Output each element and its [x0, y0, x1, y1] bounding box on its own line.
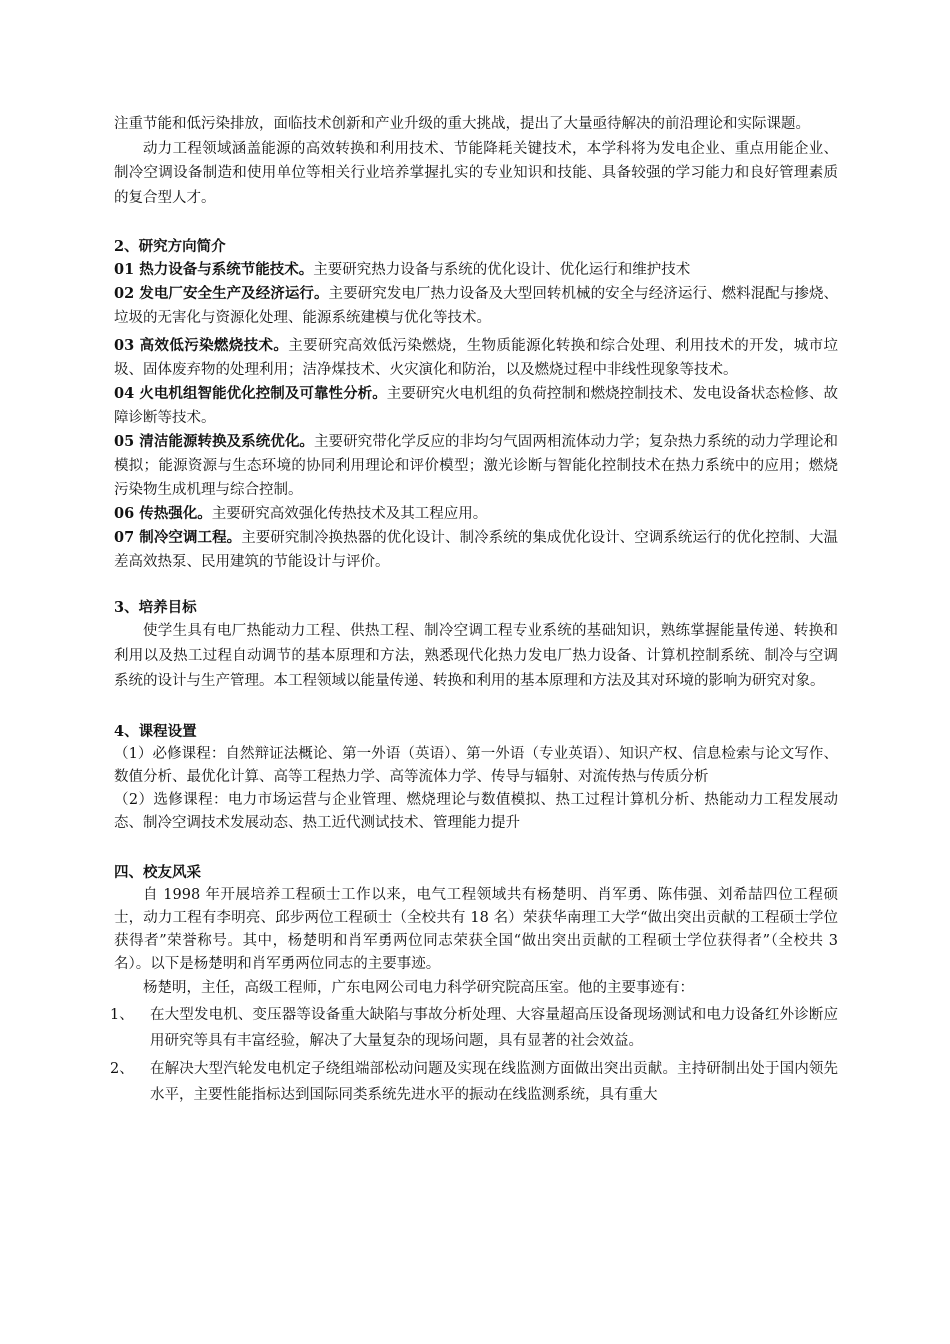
direction-06	[114, 502, 838, 526]
section-3-text: 使学生具有电厂热能动力工程、供热工程、制冷空调工程专业系统的基础知识，熟练掌握能量传递、转换和利用以及热工过程自动调节的基本原理和方法，熟悉现代化热力发电厂热力设备、计算机控制系统、制冷与空调系统的设计与生产管理。本工程领域以能量传递、转换和利用的基本原理和方法及其对环境的影响为研究对象。	[114, 623, 838, 689]
direction-02	[114, 282, 838, 330]
direction-04-title: 04 火电机组智能优化控制及可靠性分析。	[114, 385, 387, 402]
document-page	[110, 112, 839, 1108]
alumni-paragraph-1: 自 1998 年开展培养工程硕士工作以来，电气工程领域共有杨楚明、肖军勇、陈伟强、刘希喆四位工程硕士，动力工程有李明亮、邱步两位工程硕士（全校共有 18 名）荣获华南理工大学“做出突出贡献的工程硕士学位获得者”荣誉称号。其中，杨楚明和肖军勇两位同志荣获全国“做出突出贡献的工程硕士学位获得者”（全校共 3 名）。以下是杨楚明和肖军勇两位同志的主要事迹。	[114, 887, 838, 972]
direction-02-text: 主要研究发电厂热力设备及大型回转机械的安全与经济运行、燃料混配与掺烧、垃圾的无害化与资源化处理、能源系统建模与优化等技术。	[114, 286, 839, 326]
section-4-heading: 4、课程设置	[114, 723, 197, 740]
direction-02-title: 02 发电厂安全生产及经济运行。	[114, 285, 329, 302]
direction-04	[114, 382, 838, 430]
direction-07-text: 主要研究制冷换热器的优化设计、制冷系统的集成优化设计、空调系统运行的优化控制、大温差高效热泵、民用建筑的节能设计与评价。	[114, 530, 838, 570]
direction-03-text: 主要研究高效低污染燃烧，生物质能源化转换和综合处理、利用技术的开发，城市垃圾、固体废弃物的处理利用；洁净煤技术、火灾演化和防治，以及燃烧过程中非线性现象等技术。	[114, 338, 839, 378]
intro-paragraph-2: 动力工程领域涵盖能源的高效转换和利用技术、节能降耗关键技术，本学科将为发电企业、重点用能企业、制冷空调设备制造和使用单位等相关行业培养掌握扎实的专业知识和技能、具备较强的学习能力和良好管理素质的复合型人才。	[114, 140, 838, 206]
direction-03	[114, 334, 838, 382]
direction-05-title: 05 清洁能源转换及系统优化。	[114, 433, 314, 450]
list-item-2-text: 在解决大型汽轮发电机定子绕组端部松动问题及实现在线监测方面做出突出贡献。主持研制出处于国内领先水平，主要性能指标达到国际同类系统先进水平的振动在线监测系统，具有重大	[150, 1061, 838, 1103]
required-courses: （1）必修课程：自然辩证法概论、第一外语（英语）、第一外语（专业英语）、知识产权、信息检索与论文写作、数值分析、最优化计算、高等工程热力学、高等流体力学、传导与辐射、对流传热与传质分析	[114, 746, 838, 785]
section-3-heading: 3、培养目标	[114, 599, 197, 616]
list-item-1-number: 1、	[110, 1007, 134, 1023]
direction-01-title: 01 热力设备与系统节能技术。	[114, 261, 314, 278]
list-item-1	[110, 1003, 838, 1054]
list-item-1-text: 在大型发电机、变压器等设备重大缺陷与事故分析处理、大容量超高压设备现场测试和电力设备红外诊断应用研究等具有丰富经验，解决了大量复杂的现场问题，具有显著的社会效益。	[150, 1007, 838, 1049]
direction-07	[114, 526, 838, 574]
direction-03-title: 03 高效低污染燃烧技术。	[114, 337, 289, 354]
direction-05	[114, 430, 838, 502]
direction-05-text: 主要研究带化学反应的非均匀气固两相流体动力学；复杂热力系统的动力学理论和模拟；能源资源与生态环境的协同利用理论和评价模型；激光诊断与智能化控制技术在热力系统中的应用；燃烧污染物生成机理与综合控制。	[114, 434, 838, 498]
section-5-heading: 四、校友风采	[114, 864, 201, 881]
elective-courses: （2）选修课程：电力市场运营与企业管理、燃烧理论与数值模拟、热工过程计算机分析、热能动力工程发展动态、制冷空调技术发展动态、热工近代测试技术、管理能力提升	[114, 792, 838, 831]
direction-04-text: 主要研究火电机组的负荷控制和燃烧控制技术、发电设备状态检修、故障诊断等技术。	[114, 386, 838, 426]
section-2-heading: 2、研究方向简介	[114, 238, 226, 255]
direction-07-title: 07 制冷空调工程。	[114, 529, 242, 546]
direction-06-text: 主要研究高效强化传热技术及其工程应用。	[211, 506, 488, 522]
intro-paragraph-1: 注重节能和低污染排放，面临技术创新和产业升级的重大挑战，提出了大量亟待解决的前沿理论和实际课题。	[114, 116, 810, 132]
direction-06-title: 06 传热强化。	[114, 505, 212, 522]
list-item-2	[110, 1057, 838, 1108]
direction-01	[114, 258, 838, 282]
direction-01-text: 主要研究热力设备与系统的优化设计、优化运行和维护技术	[313, 262, 691, 278]
list-item-2-number: 2、	[110, 1061, 134, 1077]
alumni-paragraph-2: 杨楚明，主任，高级工程师，广东电网公司电力科学研究院高压室。他的主要事迹有：	[143, 980, 694, 996]
